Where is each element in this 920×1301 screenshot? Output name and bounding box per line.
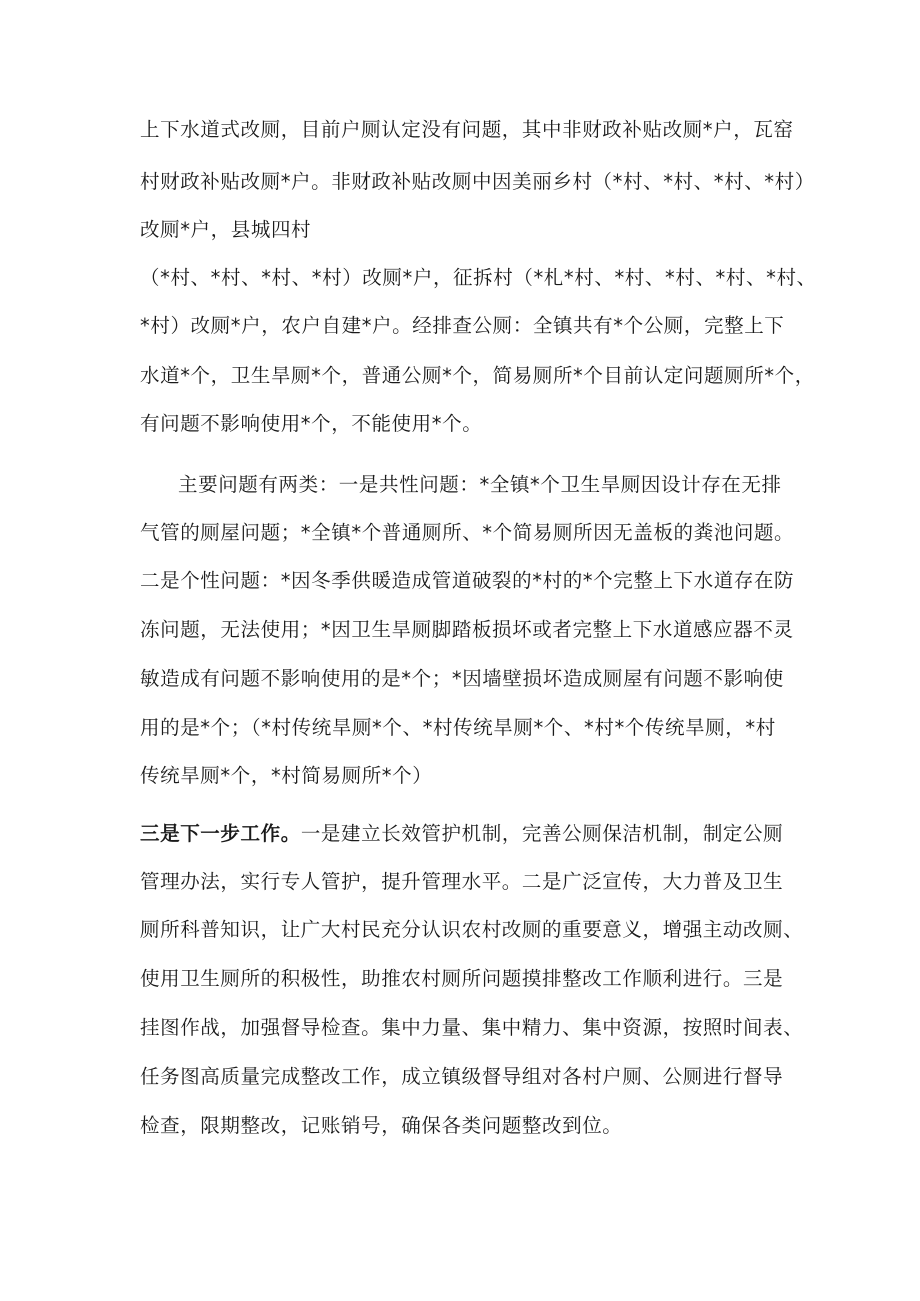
text-line: *村）改厕*户，农户自建*户。经排查公厕：全镇共有*个公厕，完整上下 — [140, 314, 785, 337]
text-line: 气管的厕屋问题；*全镇*个普通厕所、*个简易厕所因无盖板的粪池问题。 — [140, 521, 795, 544]
text-line: 改厕*户，县城四村 — [140, 218, 312, 241]
text-line: 使用卫生厕所的积极性，助推农村厕所问题摸排整改工作顺利进行。三是 — [140, 967, 784, 990]
text-line: 挂图作战，加强督导检查。集中力量、集中精力、集中资源，按照时间表、 — [140, 1016, 804, 1039]
text-line: 检查，限期整改，记账销号，确保各类问题整改到位。 — [140, 1114, 623, 1137]
text-line: 用的是*个；（*村传统旱厕*个、*村传统旱厕*个、*村*个传统旱厕，*村 — [140, 716, 776, 739]
text-line: 管理办法，实行专人管护，提升管理水平。二是广泛宣传，大力普及卫生 — [140, 870, 784, 893]
text-line: 敏造成有问题不影响使用的是*个；*因墙壁损坏造成厕屋有问题不影响使 — [140, 667, 784, 690]
text-line: 主要问题有两类：一是共性问题：*全镇*个卫生旱厕因设计存在无排 — [178, 473, 782, 496]
text-line: 有问题不影响使用*个，不能使用*个。 — [140, 412, 483, 435]
text-line: 冻问题，无法使用；*因卫生旱厕脚踏板损坏或者完整上下水道感应器不灵 — [140, 618, 794, 641]
text-line: 二是个性问题：*因冬季供暖造成管道破裂的*村的*个完整上下水道存在防 — [140, 569, 795, 592]
text-line: （*村、*村、*村、*村）改厕*户，征拆村（*札*村、*村、*村、*村、*村、 — [140, 266, 817, 289]
text-line: 任务图高质量完成整改工作，成立镇级督导组对各村户厕、公厕进行督导 — [140, 1065, 784, 1088]
section-heading: 三是下一步工作。 — [140, 822, 301, 845]
text-line: 上下水道式改厕，目前户厕认定没有问题，其中非财政补贴改厕*户，瓦窑 — [140, 118, 794, 141]
text-line: 水道*个，卫生旱厕*个，普通公厕*个，简易厕所*个目前认定问题厕所*个， — [140, 364, 815, 387]
text-line: 传统旱厕*个，*村简易厕所*个） — [140, 764, 433, 787]
text-line: 厕所科普知识，让广大村民充分认识农村改厕的重要意义，增强主动改厕、 — [140, 918, 804, 941]
text-line — [140, 822, 800, 846]
text-line: 村财政补贴改厕*户。非财政补贴改厕中因美丽乡村（*村、*村、*村、*村） — [140, 170, 815, 193]
text-span: 一是建立长效管护机制，完善公厕保洁机制，制定公厕 — [300, 822, 784, 845]
